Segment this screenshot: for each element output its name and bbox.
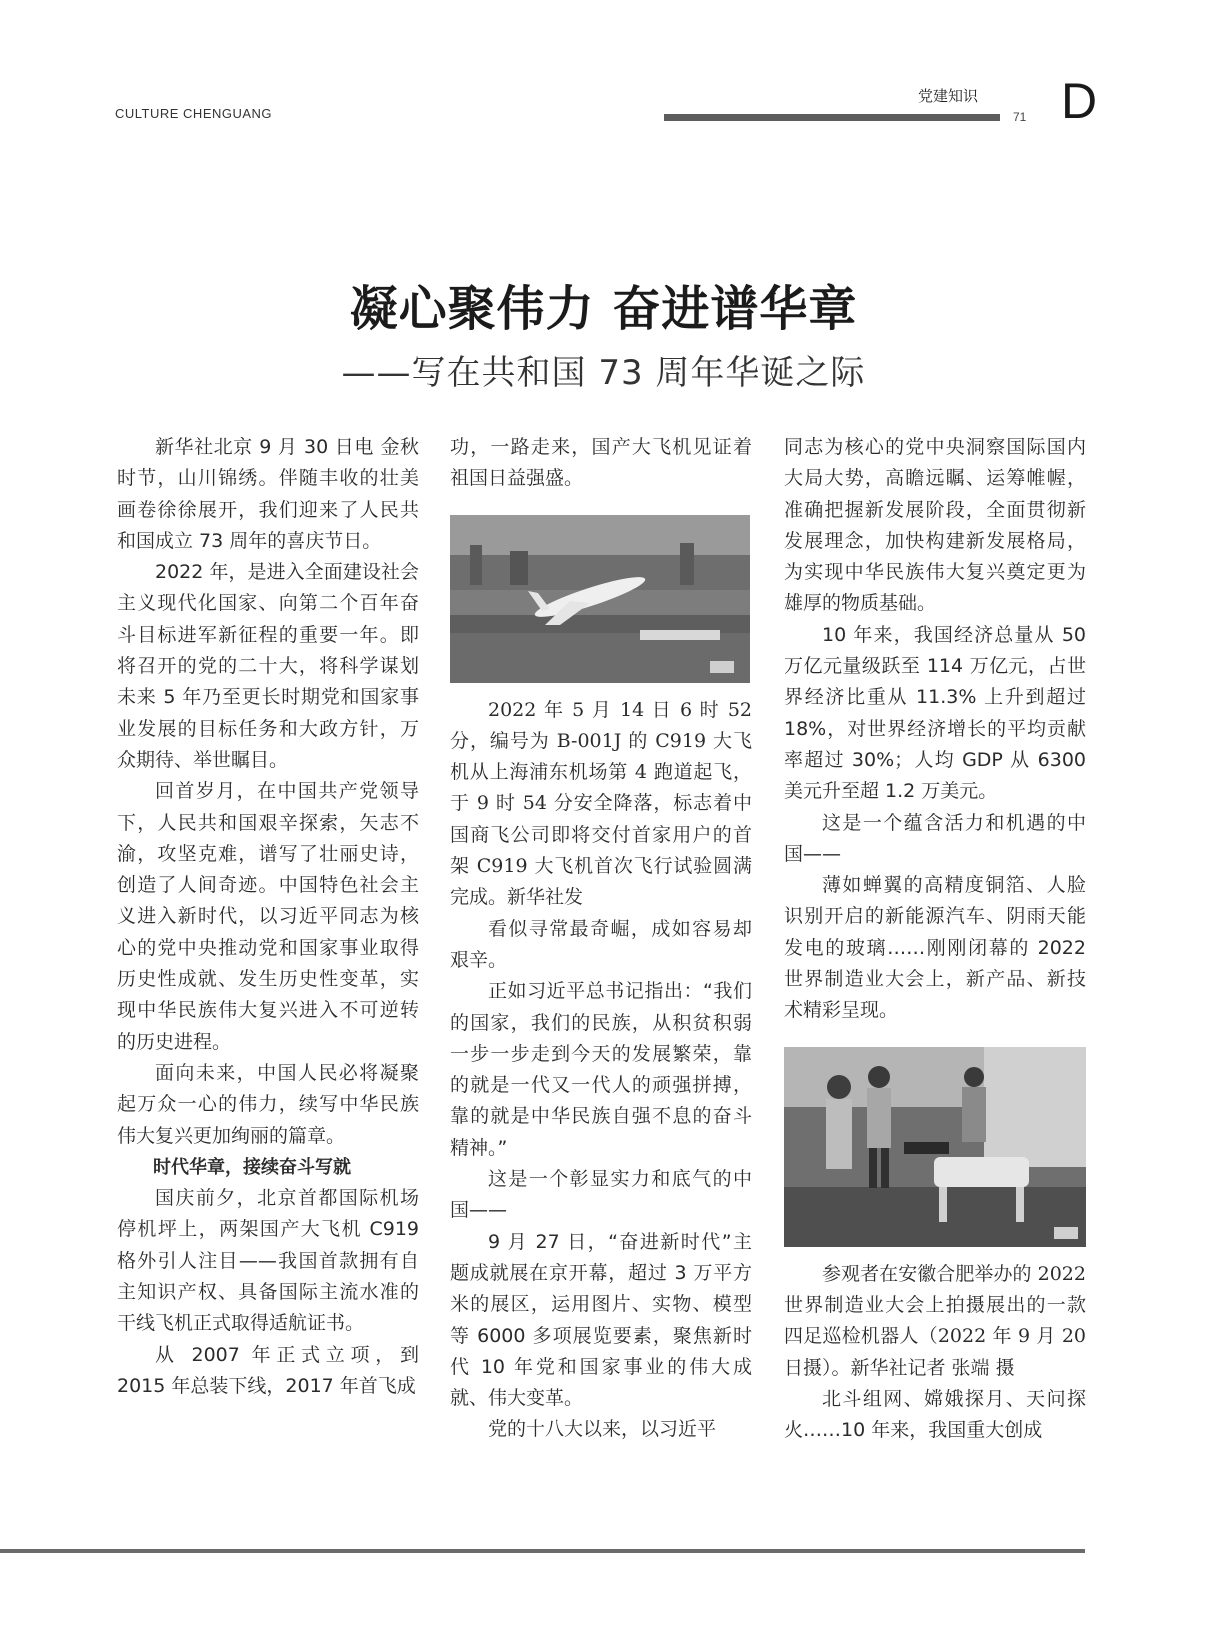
- paragraph: 国庆前夕，北京首都国际机场停机坪上，两架国产大飞机 C919 格外引人注目——我国首款拥有自主知识产权、具备国际主流水准的干线飞机正式取得适航证书。: [117, 1187, 419, 1335]
- paragraph: 9 月 27 日，“奋进新时代”主题成就展在京开幕，超过 3 万平方米的展区，运用图片、实物、模型等 6000 多项展览要素，聚焦新时代 10 年党和国家事业的伟大成就、伟大变革。: [450, 1230, 752, 1410]
- paragraph: 同志为核心的党中央洞察国际国内大局大势，高瞻远瞩、运筹帷幄，准确把握新发展阶段，全面贯彻新发展理念，加快构建新发展格局，为实现中华民族伟大复兴奠定更为雄厚的物质基础。: [784, 436, 1086, 615]
- photo-caption: 2022 年 5 月 14 日 6 时 52 分，编号为 B-001J 的 C919 大飞机从上海浦东机场第 4 跑道起飞，于 9 时 54 分安全降落，标志着中国商飞公司即将交付首家用户的首架 C919 大飞机首次飞行试验圆满完成。新华社发: [450, 698, 752, 909]
- section-subheading: 时代华章，接续奋斗写就: [153, 1156, 351, 1178]
- column-3: [784, 432, 1086, 1446]
- column-2: [450, 432, 752, 1446]
- paragraph: 面向未来，中国人民必将凝聚起万众一心的伟力，续写中华民族伟大复兴更加绚丽的篇章。: [117, 1061, 419, 1147]
- section-name: 党建知识: [918, 87, 979, 105]
- header-rule: [664, 114, 1000, 121]
- section-letter: D: [1061, 73, 1098, 129]
- footer-rule: [0, 1549, 1085, 1553]
- paragraph: 这是一个彰显实力和底气的中国——: [450, 1168, 752, 1222]
- paragraph: 回首岁月，在中国共产党领导下，人民共和国艰辛探索，矢志不渝，攻坚克难，谱写了壮丽史诗，创造了人间奇迹。中国特色社会主义进入新时代，以习近平同志为核心的党中央推动党和国家事业取得历史性成就、发生历史性变革，实现中华民族伟大复兴进入不可逆转的历史进程。: [117, 780, 419, 1053]
- airplane-photo-image: [450, 515, 750, 683]
- paragraph: 正如习近平总书记指出：“我们的国家，我们的民族，从积贫积弱一步一步走到今天的发展繁荣，靠的就是一代又一代人的顽强拼搏，靠的就是中华民族自强不息的奋斗精神。”: [450, 980, 752, 1159]
- article-title: 凝心聚伟力 奋进谱华章: [349, 281, 858, 337]
- paragraph: 看似寻常最奇崛，成如容易却艰辛。: [450, 917, 752, 971]
- paragraph: 功，一路走来，国产大飞机见证着祖国日益强盛。: [450, 436, 752, 490]
- paragraph: 党的十八大以来，以习近平: [488, 1418, 717, 1441]
- running-header-left: CULTURE CHENGUANG: [115, 106, 273, 121]
- airplane-photo: [450, 515, 750, 683]
- article-subtitle: ——写在共和国 73 周年华诞之际: [341, 353, 866, 393]
- paragraph: 这是一个蕴含活力和机遇的中国——: [784, 811, 1086, 865]
- photo-caption: 参观者在安徽合肥举办的 2022 世界制造业大会上拍摄展出的一款四足巡检机器人（2022 年 9 月 20 日摄）。新华社记者 张端 摄: [784, 1262, 1086, 1379]
- robot-exhibition-photo-image: [784, 1047, 1086, 1247]
- paragraph: 10 年来，我国经济总量从 50 万亿元量级跃至 114 万亿元，占世界经济比重从 11.3% 上升到超过 18%，对世界经济增长的平均贡献率超过 30%；人均 GDP 从 6300 美元升至超 1.2 万美元。: [784, 623, 1086, 803]
- robot-exhibition-photo: [784, 1047, 1086, 1247]
- paragraph: 北斗组网、嫦娥探月、天问探火……10 年来，我国重大创成: [784, 1387, 1086, 1442]
- paragraph: 新华社北京 9 月 30 日电 金秋时节，山川锦绣。伴随丰收的壮美画卷徐徐展开，我们迎来了人民共和国成立 73 周年的喜庆节日。: [117, 436, 419, 552]
- paragraph: 从 2007 年正式立项，到 2015 年总装下线，2017 年首飞成: [117, 1343, 419, 1397]
- paragraph: 薄如蝉翼的高精度铜箔、人脸识别开启的新能源汽车、阴雨天能发电的玻璃……刚刚闭幕的 2022 世界制造业大会上，新产品、新技术精彩呈现。: [784, 874, 1086, 1022]
- column-1: [117, 432, 419, 1402]
- page-number: 71: [1013, 110, 1027, 124]
- paragraph: 2022 年，是进入全面建设社会主义现代化国家、向第二个百年奋斗目标进军新征程的重要一年。即将召开的党的二十大，将科学谋划未来 5 年乃至更长时期党和国家事业发展的目标任务和大政方针，万众期待、举世瞩目。: [117, 561, 419, 771]
